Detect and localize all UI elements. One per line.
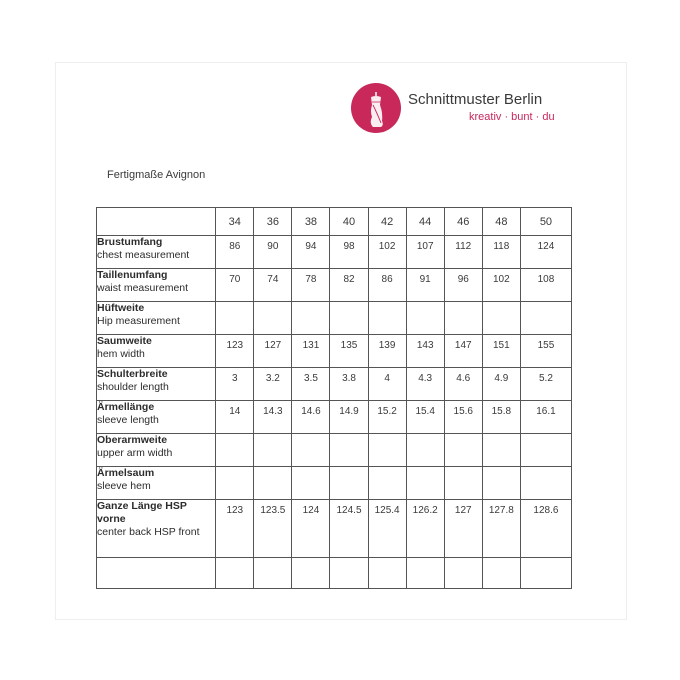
table-row bbox=[97, 236, 572, 269]
table-cell bbox=[444, 558, 482, 589]
row-label-cell bbox=[97, 302, 216, 335]
table-cell: 127.8 bbox=[482, 500, 520, 558]
table-cell bbox=[292, 467, 330, 500]
table-cell: 98 bbox=[330, 236, 368, 269]
row-label-cell bbox=[97, 434, 216, 467]
table-row bbox=[97, 467, 572, 500]
row-label-cell bbox=[97, 368, 216, 401]
table-cell: 14.3 bbox=[254, 401, 292, 434]
row-label-german: Taillenumfang bbox=[97, 269, 168, 281]
table-cell bbox=[330, 434, 368, 467]
table-cell bbox=[482, 302, 520, 335]
table-cell: 143 bbox=[406, 335, 444, 368]
table-cell: 151 bbox=[482, 335, 520, 368]
table-cell: 4.3 bbox=[406, 368, 444, 401]
table-cell: 118 bbox=[482, 236, 520, 269]
table-cell: 78 bbox=[292, 269, 330, 302]
table-cell bbox=[292, 434, 330, 467]
row-label-english: sleeve length bbox=[97, 414, 159, 426]
table-header-row bbox=[97, 208, 572, 236]
row-label-german: Ganze Länge HSP vorne bbox=[97, 500, 187, 525]
table-cell: 86 bbox=[368, 269, 406, 302]
row-label-german: Brustumfang bbox=[97, 236, 163, 248]
size-header: 44 bbox=[406, 208, 444, 236]
table-cell: 123 bbox=[216, 500, 254, 558]
table-cell: 74 bbox=[254, 269, 292, 302]
table-cell bbox=[406, 434, 444, 467]
table-cell bbox=[482, 558, 520, 589]
table-cell: 15.8 bbox=[482, 401, 520, 434]
table-cell: 4.6 bbox=[444, 368, 482, 401]
row-label-german: Schulterbreite bbox=[97, 368, 168, 380]
table-cell: 4 bbox=[368, 368, 406, 401]
size-header: 50 bbox=[520, 208, 571, 236]
table-cell bbox=[368, 302, 406, 335]
table-cell: 126.2 bbox=[406, 500, 444, 558]
table-cell bbox=[520, 558, 571, 589]
dress-form-icon bbox=[351, 83, 401, 133]
table-cell bbox=[330, 467, 368, 500]
table-cell: 15.4 bbox=[406, 401, 444, 434]
row-label-cell bbox=[97, 401, 216, 434]
table-cell: 70 bbox=[216, 269, 254, 302]
row-label-cell bbox=[97, 335, 216, 368]
row-label-english: sleeve hem bbox=[97, 480, 151, 492]
table-cell bbox=[292, 302, 330, 335]
table-cell: 14 bbox=[216, 401, 254, 434]
table-cell bbox=[368, 467, 406, 500]
table-cell bbox=[254, 558, 292, 589]
table-cell: 3.8 bbox=[330, 368, 368, 401]
row-label-german: Saumweite bbox=[97, 335, 152, 347]
table-cell bbox=[330, 558, 368, 589]
size-header: 36 bbox=[254, 208, 292, 236]
brand-name: Schnittmuster Berlin bbox=[408, 91, 543, 108]
table-cell bbox=[368, 558, 406, 589]
table-cell bbox=[216, 467, 254, 500]
row-label-english: hem width bbox=[97, 348, 145, 360]
row-label-german: Oberarmweite bbox=[97, 434, 168, 446]
table-cell: 124 bbox=[520, 236, 571, 269]
table-row bbox=[97, 302, 572, 335]
table-cell bbox=[330, 302, 368, 335]
table-cell bbox=[254, 302, 292, 335]
table-cell: 127 bbox=[254, 335, 292, 368]
table-cell: 124.5 bbox=[330, 500, 368, 558]
table-cell: 14.9 bbox=[330, 401, 368, 434]
table-cell: 107 bbox=[406, 236, 444, 269]
table-cell bbox=[444, 467, 482, 500]
table-cell bbox=[216, 302, 254, 335]
table-row bbox=[97, 500, 572, 558]
row-label-english: chest measurement bbox=[97, 249, 190, 261]
row-label-cell bbox=[97, 236, 216, 269]
table-cell: 128.6 bbox=[520, 500, 571, 558]
row-label-english: center back HSP front bbox=[97, 526, 200, 538]
table-cell: 139 bbox=[368, 335, 406, 368]
table-cell: 16.1 bbox=[520, 401, 571, 434]
header-corner-cell bbox=[97, 208, 216, 236]
table-cell bbox=[216, 558, 254, 589]
row-label-cell bbox=[97, 269, 216, 302]
size-header: 40 bbox=[330, 208, 368, 236]
row-label-cell bbox=[97, 500, 216, 558]
table-cell: 91 bbox=[406, 269, 444, 302]
table-row bbox=[97, 434, 572, 467]
table-cell: 135 bbox=[330, 335, 368, 368]
table-row bbox=[97, 558, 572, 589]
table-cell bbox=[254, 434, 292, 467]
row-label-german: Hüftweite bbox=[97, 302, 145, 314]
table-cell: 123.5 bbox=[254, 500, 292, 558]
table-row bbox=[97, 401, 572, 434]
row-label-english: waist measurement bbox=[97, 282, 189, 294]
table-cell: 94 bbox=[292, 236, 330, 269]
table-cell: 124 bbox=[292, 500, 330, 558]
table-cell: 112 bbox=[444, 236, 482, 269]
table-cell: 123 bbox=[216, 335, 254, 368]
table-cell: 127 bbox=[444, 500, 482, 558]
size-header: 38 bbox=[292, 208, 330, 236]
table-cell: 14.6 bbox=[292, 401, 330, 434]
table-cell bbox=[254, 467, 292, 500]
size-header: 46 bbox=[444, 208, 482, 236]
table-cell bbox=[406, 302, 444, 335]
table-cell: 96 bbox=[444, 269, 482, 302]
brand-tagline: kreativ · bunt · du bbox=[469, 111, 555, 123]
table-cell: 125.4 bbox=[368, 500, 406, 558]
table-cell bbox=[520, 434, 571, 467]
table-cell: 15.2 bbox=[368, 401, 406, 434]
row-label-english: upper arm width bbox=[97, 447, 173, 459]
table-row bbox=[97, 269, 572, 302]
size-header: 48 bbox=[482, 208, 520, 236]
size-header: 42 bbox=[368, 208, 406, 236]
row-label-cell bbox=[97, 467, 216, 500]
table-cell: 3 bbox=[216, 368, 254, 401]
page-title: Fertigmaße Avignon bbox=[107, 169, 206, 181]
table-cell: 155 bbox=[520, 335, 571, 368]
table-cell: 82 bbox=[330, 269, 368, 302]
brand-logo bbox=[351, 83, 401, 133]
table-cell: 3.2 bbox=[254, 368, 292, 401]
table-cell bbox=[406, 467, 444, 500]
row-label-english: shoulder length bbox=[97, 381, 169, 393]
table-cell bbox=[444, 434, 482, 467]
table-row bbox=[97, 335, 572, 368]
row-label-english: Hip measurement bbox=[97, 315, 180, 327]
table-cell bbox=[520, 302, 571, 335]
table-cell bbox=[520, 467, 571, 500]
table-cell: 102 bbox=[368, 236, 406, 269]
row-label-cell bbox=[97, 558, 216, 589]
table-cell bbox=[292, 558, 330, 589]
table-cell: 102 bbox=[482, 269, 520, 302]
table-cell: 4.9 bbox=[482, 368, 520, 401]
table-cell: 131 bbox=[292, 335, 330, 368]
table-cell: 15.6 bbox=[444, 401, 482, 434]
table-cell: 86 bbox=[216, 236, 254, 269]
measurement-table bbox=[96, 207, 572, 589]
row-label-german: Ärmellänge bbox=[97, 401, 155, 413]
table-cell: 90 bbox=[254, 236, 292, 269]
table-row bbox=[97, 368, 572, 401]
table-cell bbox=[444, 302, 482, 335]
row-label-german: Ärmelsaum bbox=[97, 467, 155, 479]
table-cell bbox=[368, 434, 406, 467]
table-cell bbox=[216, 434, 254, 467]
table-cell bbox=[406, 558, 444, 589]
table-cell: 3.5 bbox=[292, 368, 330, 401]
table-cell bbox=[482, 467, 520, 500]
table-cell: 5.2 bbox=[520, 368, 571, 401]
table-cell: 108 bbox=[520, 269, 571, 302]
table-cell: 147 bbox=[444, 335, 482, 368]
size-header: 34 bbox=[216, 208, 254, 236]
table-cell bbox=[482, 434, 520, 467]
